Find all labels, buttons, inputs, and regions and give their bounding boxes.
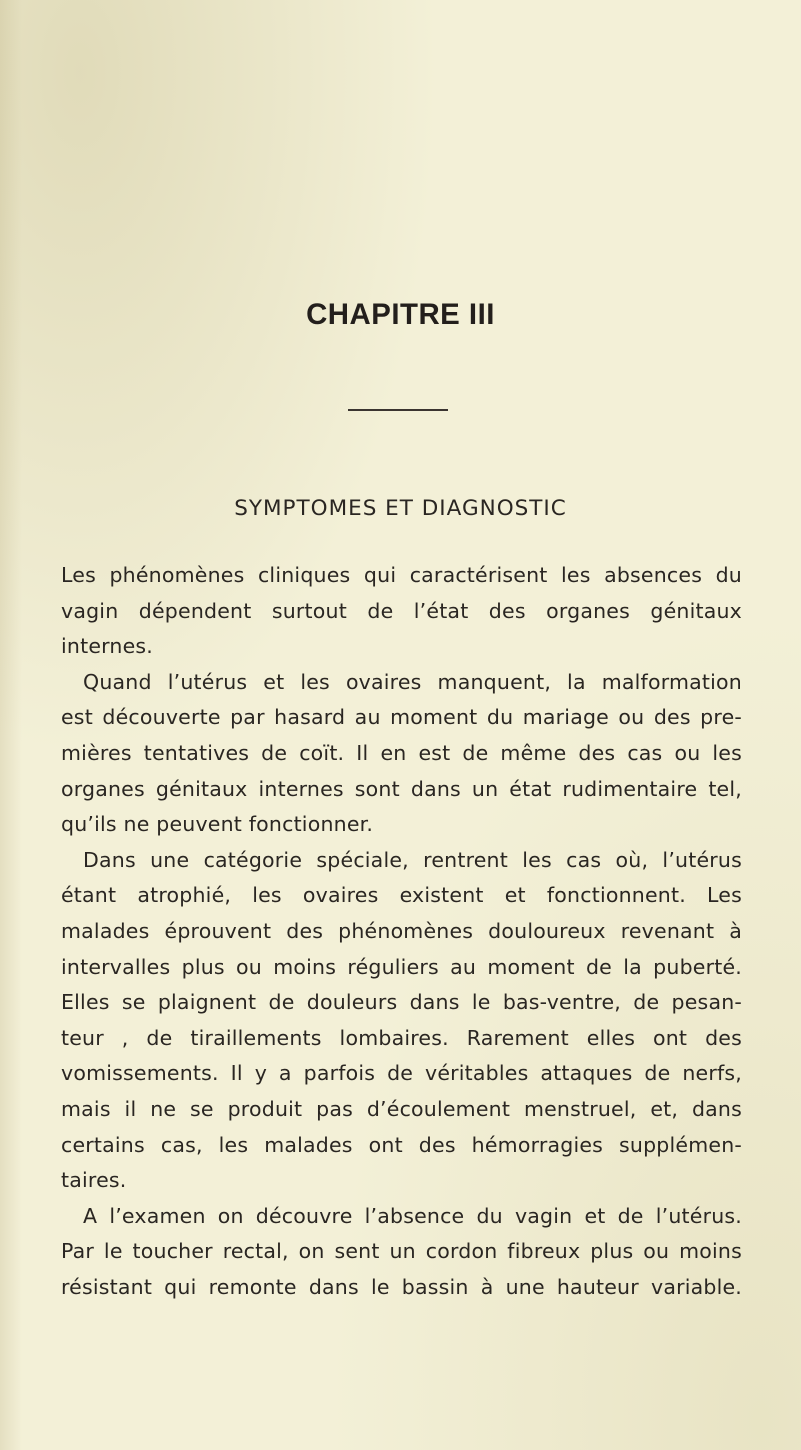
body-text bbox=[61, 558, 742, 1305]
text-line: résistant qui remonte dans le bassin à une hauteur variable. bbox=[61, 1274, 742, 1299]
text-line: taires. bbox=[61, 1168, 127, 1193]
text-line: internes. bbox=[61, 634, 154, 659]
chapter-title: CHAPITRE III bbox=[306, 298, 495, 331]
text-line: certains cas, les malades ont des hémorragies supplémen- bbox=[61, 1132, 742, 1157]
text-line: mières tentatives de coït. Il en est de même des cas ou les bbox=[61, 740, 742, 765]
text-line: mais il ne se produit pas d’écoulement menstruel, et, dans bbox=[61, 1096, 742, 1121]
text-line: vomissements. Il y a parfois de véritables attaques de nerfs, bbox=[61, 1061, 742, 1086]
text-line: qu’ils ne peuvent fonctionner. bbox=[61, 812, 374, 837]
title-rule bbox=[348, 409, 448, 411]
text-line: vagin dépendent surtout de l’état des organes génitaux bbox=[61, 598, 742, 623]
text-line: intervalles plus ou moins réguliers au moment de la puberté. bbox=[61, 954, 742, 979]
text-line: Par le toucher rectal, on sent un cordon fibreux plus ou moins bbox=[61, 1239, 742, 1264]
text-line: Quand l’utérus et les ovaires manquent, la malformation bbox=[83, 669, 742, 694]
text-line: Elles se plaignent de douleurs dans le bas-ventre, de pesan- bbox=[61, 990, 742, 1015]
text-line: Dans une catégorie spéciale, rentrent les cas où, l’utérus bbox=[83, 847, 742, 872]
text-line: teur , de tiraillements lombaires. Rarement elles ont des bbox=[61, 1025, 742, 1050]
text-line: est découverte par hasard au moment du mariage ou des pre- bbox=[61, 705, 742, 730]
text-line: malades éprouvent des phénomènes douloureux revenant à bbox=[61, 918, 742, 943]
text-line: A l’examen on découvre l’absence du vagin et de l’utérus. bbox=[83, 1203, 742, 1228]
text-line: étant atrophié, les ovaires existent et fonctionnent. Les bbox=[61, 883, 742, 908]
section-title: SYMPTOMES ET DIAGNOSTIC bbox=[234, 496, 567, 521]
text-line: organes génitaux internes sont dans un état rudimentaire tel, bbox=[61, 776, 742, 801]
text-line: Les phénomènes cliniques qui caractérisent les absences du bbox=[61, 563, 742, 587]
